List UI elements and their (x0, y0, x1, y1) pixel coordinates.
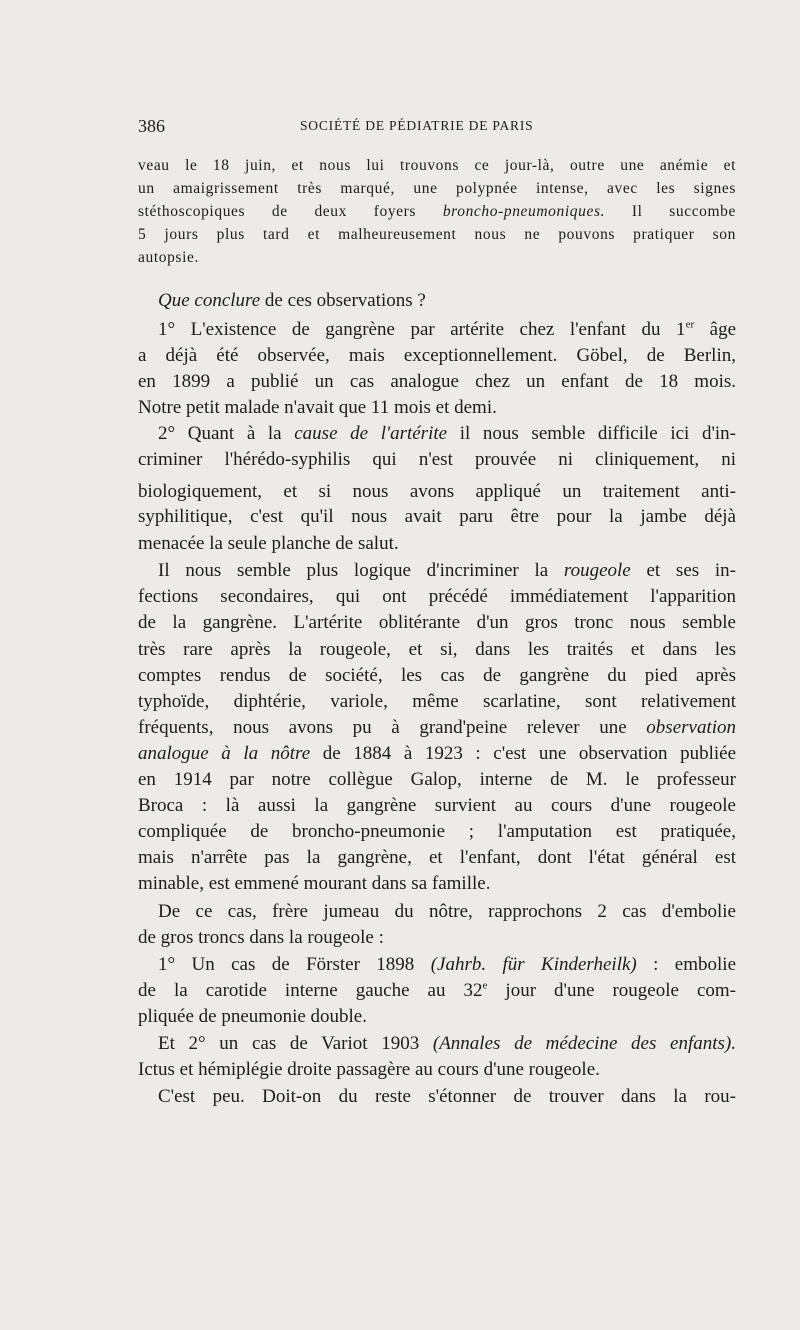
text-line: autopsie. (138, 249, 199, 266)
journal-title: SOCIÉTÉ DE PÉDIATRIE DE PARIS (300, 118, 534, 133)
text-line: veau le 18 juin, et nous lui trouvons ce jour-là, outre une anémie et (138, 157, 736, 174)
running-head (138, 116, 600, 138)
text-line: Ictus et hémiplégie droite passagère au cours d'une rougeole. (138, 1059, 600, 1080)
text-line: Il nous semble plus logique d'incriminer la rougeole et ses in- (158, 560, 736, 581)
text-line: analogue à la nôtre de 1884 à 1923 : c'est une observation publiée (138, 743, 736, 764)
text-line: 1° Un cas de Förster 1898 (Jahrb. für Kinderheilk) : embolie (158, 954, 736, 975)
text-line: 1° L'existence de gangrène par artérite chez l'enfant du 1er âge (158, 318, 737, 340)
text-line: criminer l'hérédo-syphilis qui n'est prouvée ni cliniquement, ni (138, 449, 736, 470)
text-line: en 1914 par notre collègue Galop, interne de M. le professeur (138, 769, 736, 790)
text-line: a déjà été observée, mais exceptionnellement. Göbel, de Berlin, (138, 345, 736, 366)
text-line: de la gangrène. L'artérite oblitérante d'un gros tronc nous semble (138, 612, 736, 633)
text-line: fections secondaires, qui ont précédé immédiatement l'apparition (138, 586, 736, 607)
page-number: 386 (138, 116, 165, 136)
text-line: C'est peu. Doit-on du reste s'étonner de trouver dans la rou- (158, 1086, 736, 1107)
text-line: 2° Quant à la cause de l'artérite il nous semble difficile ici d'in- (158, 423, 736, 444)
text-line: minable, est emmené mourant dans sa famille. (138, 873, 491, 894)
text-line: Notre petit malade n'avait que 11 mois et demi. (138, 397, 497, 418)
text-line: comptes rendus de société, les cas de gangrène du pied après (138, 665, 736, 686)
text-line: un amaigrissement très marqué, une polypnée intense, avec les signes (138, 180, 736, 197)
text-line: très rare après la rougeole, et si, dans les traités et dans les (138, 639, 736, 660)
text-line: en 1899 a publié un cas analogue chez un enfant de 18 mois. (138, 371, 736, 392)
text-line: De ce cas, frère jumeau du nôtre, rapprochons 2 cas d'embolie (158, 901, 736, 922)
text-line: Que conclure de ces observations ? (158, 290, 426, 311)
text-line: 5 jours plus tard et malheureusement nous ne pouvons pratiquer son (138, 226, 736, 243)
text-line: Broca : là aussi la gangrène survient au cours d'une rougeole (138, 795, 736, 816)
text-line: compliquée de broncho-pneumonie ; l'amputation est pratiquée, (138, 821, 736, 842)
text-line: Et 2° un cas de Variot 1903 (Annales de médecine des enfants). (158, 1033, 736, 1054)
text-line: de la carotide interne gauche au 32e jour d'une rougeole com- (138, 979, 736, 1001)
text-line: menacée la seule planche de salut. (138, 533, 399, 554)
text-line: mais n'arrête pas la gangrène, et l'enfant, dont l'état général est (138, 847, 736, 868)
text-line: syphilitique, c'est qu'il nous avait paru être pour la jambe déjà (138, 506, 736, 527)
text-line: pliquée de pneumonie double. (138, 1006, 367, 1027)
text-line: biologiquement, et si nous avons appliqué un traitement anti- (138, 481, 736, 502)
text-line: typhoïde, diphtérie, variole, même scarlatine, sont relativement (138, 691, 736, 712)
text-line: stéthoscopiques de deux foyers broncho-pneumoniques. Il succombe (138, 203, 737, 220)
text-line: de gros troncs dans la rougeole : (138, 927, 384, 948)
text-line: fréquents, nous avons pu à grand'peine relever une observation (138, 717, 737, 738)
